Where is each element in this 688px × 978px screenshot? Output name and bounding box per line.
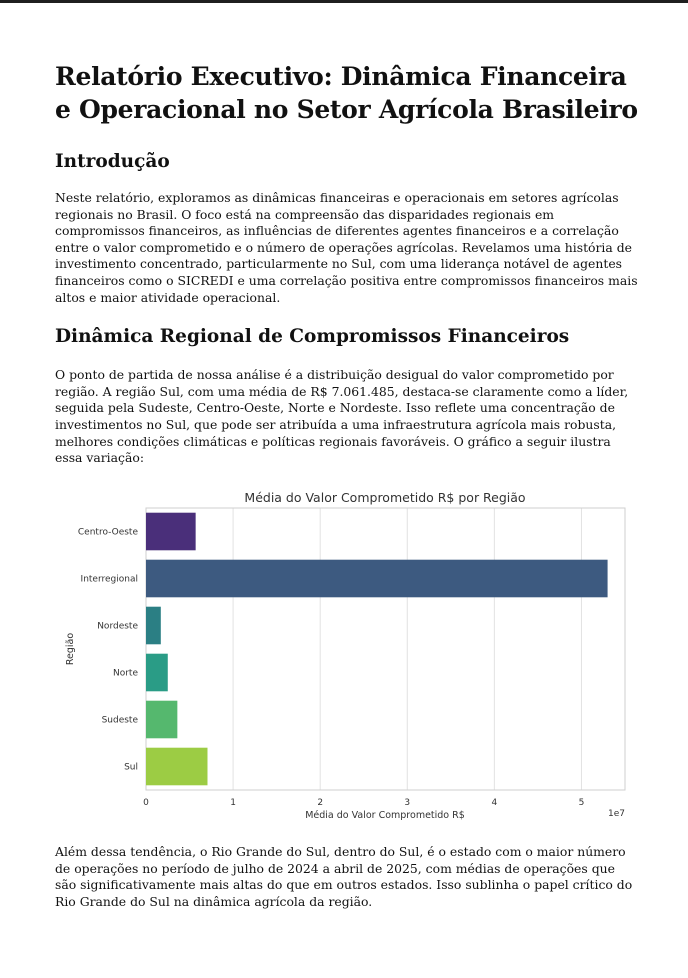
section-heading-dinamica-regional: Dinâmica Regional de Compromissos Financeiros [55,326,570,348]
regional-paragraph: O ponto de partida de nossa análise é a distribuição desigual do valor comprometido por região. A região Sul, com uma média de R$ 7.061.485, destaca-se claramente como a líder, seguida pela Sudeste, Centro-Oeste, Norte e Nordeste. Isso reflete uma concentração de investimentos no Sul, que pode ser atribuída a uma infraestrutura agrícola mais robusta, melhores condições climáticas e políticas regionais favoráveis. O gráfico a seguir ilustra essa variação: [55,367,629,466]
report-page [55,60,640,467]
chart-title: Média do Valor Comprometido R$ por Região [244,490,526,505]
y-tick-label: Centro-Oeste [77,527,138,538]
after-chart-paragraph: Além dessa tendência, o Rio Grande do Sul, dentro do Sul, é o estado com o maior número de operações no período de julho de 2024 a abril de 2025, com médias de operações que são significativamente mais altas do que em outros estados. Isso sublinha o papel crítico do Rio Grande do Sul na dinâmica agrícola da região. [55,844,633,909]
y-tick-label: Interregional [80,574,138,585]
x-tick-label: 4 [491,798,498,808]
report-title: Relatório Executivo: Dinâmica Financeira e Operacional no Setor Agrícola Brasileiro [55,62,638,124]
bar-sul [146,748,207,786]
bar-chart [55,488,640,828]
y-tick-label: Sudeste [101,715,138,726]
x-axis-label: Média do Valor Comprometido R$ [305,810,465,821]
x-tick-label: 2 [317,798,324,808]
y-axis-label: Região [65,632,76,666]
bar-sudeste [146,701,177,739]
bar-centro-oeste [146,513,196,551]
y-tick-label: Norte [112,668,138,679]
x-tick-label: 5 [578,798,585,808]
bar-norte [146,654,168,692]
x-tick-label: 1 [230,798,236,808]
bar-interregional [146,560,608,598]
y-tick-label: Nordeste [97,621,138,632]
top-border [0,0,688,3]
x-tick-label: 3 [404,798,411,808]
plot-frame [146,508,625,790]
bar-nordeste [146,607,161,645]
intro-paragraph: Neste relatório, exploramos as dinâmicas financeiras e operacionais em setores agrícolas regionais no Brasil. O foco está na compreensão das disparidades regionais em compromissos financeiros, as influências de diferentes agentes financeiros e a correlação entre o valor comprometido e o número de operações agrícolas. Revelamos uma história de investimento concentrado, particularmente no Sul, com uma liderança notável de agentes financeiros como o SICREDI e uma correlação positiva entre compromissos financeiros mais altos e maior atividade operacional. [55,190,638,305]
y-tick-label: Sul [124,762,138,773]
section-heading-introducao: Introdução [55,151,170,172]
x-axis-scale-label: 1e7 [608,809,625,819]
x-tick-label: 0 [143,798,149,808]
bar-chart-figure [55,488,640,828]
